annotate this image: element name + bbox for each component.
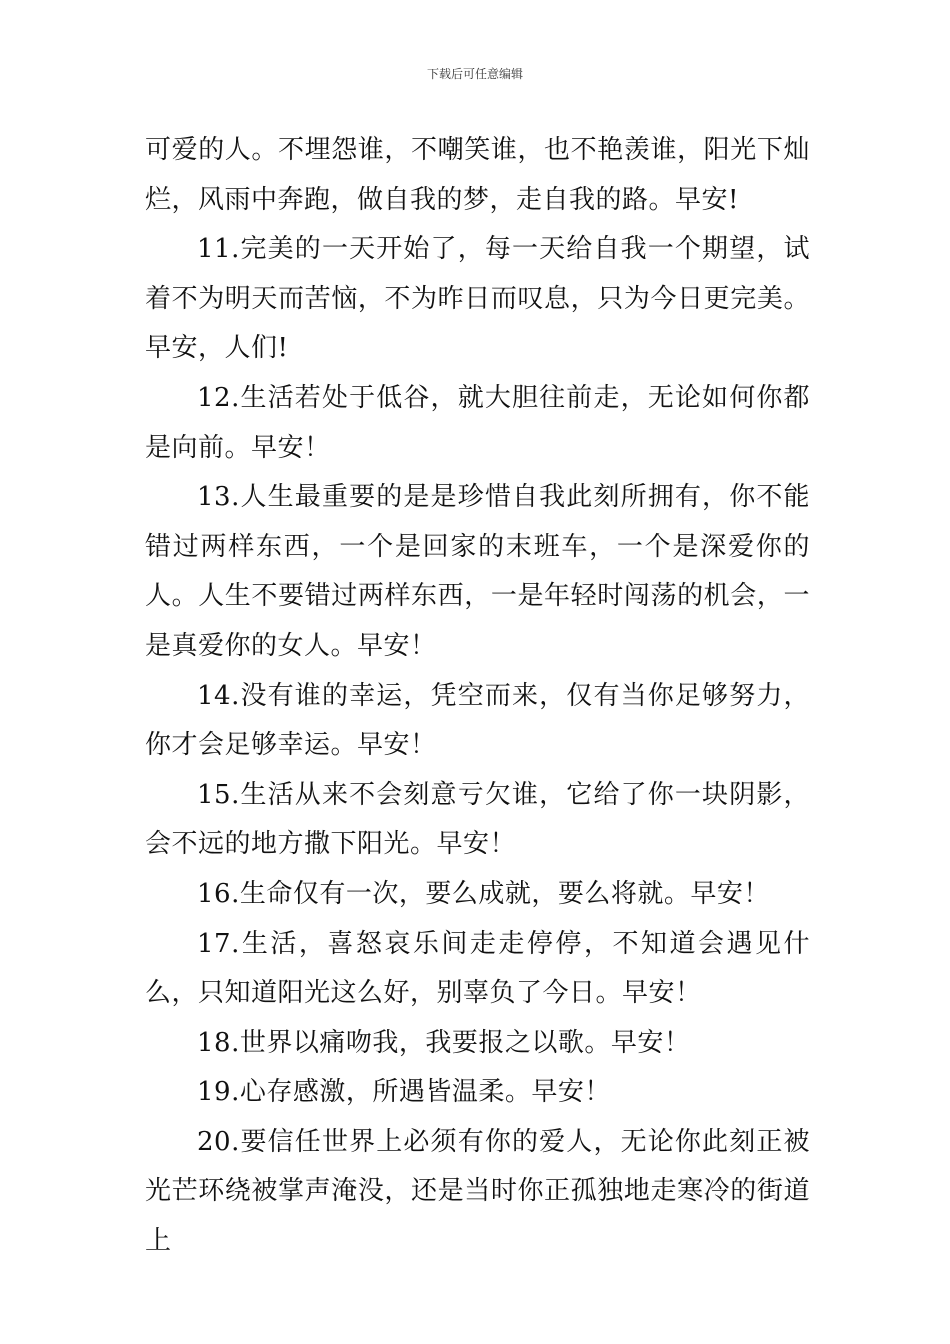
paragraph-item-20: 20.要信任世界上必须有你的爱人，无论你此刻正被光芒环绕被掌声淹没，还是当时你正孤独地走寒冷的街道上 <box>145 1126 810 1257</box>
paragraph-item-12: 12.生活若处于低谷，就大胆往前走，无论如何你都是向前。早安！ <box>145 382 810 463</box>
paragraph-continuation: 可爱的人。不埋怨谁，不嘲笑谁，也不艳羡谁，阳光下灿烂，风雨中奔跑，做自我的梦，走自我的路。早安! <box>145 135 810 215</box>
paragraph-item-11: 11.完美的一天开始了，每一天给自我一个期望，试着不为明天而苦恼，不为昨日而叹息，只为今日更完美。早安，人们! <box>145 234 810 364</box>
paragraph-item-16: 16.生命仅有一次，要么成就，要么将就。早安！ <box>197 878 770 909</box>
paragraph-item-13: 13.人生最重要的是是珍惜自我此刻所拥有，你不能错过两样东西，一个是回家的末班车，一个是深爱你的人。人生不要错过两样东西，一是年轻时闯荡的机会，一是真爱你的女人。早安！ <box>145 482 810 661</box>
paragraph-item-19: 19.心存感激，所遇皆温柔。早安！ <box>197 1077 611 1108</box>
paragraph-item-18: 18.世界以痛吻我，我要报之以歌。早安！ <box>197 1027 691 1058</box>
paragraph-item-15: 15.生活从来不会刻意亏欠谁，它给了你一块阴影，会不远的地方撒下阳光。早安！ <box>145 779 810 860</box>
page-header: 下载后可任意编辑 <box>426 67 523 81</box>
paragraph-item-14: 14.没有谁的幸运，凭空而来，仅有当你足够努力，你才会足够幸运。早安！ <box>145 680 810 761</box>
document-body <box>145 126 810 1267</box>
paragraph-item-17: 17.生活，喜怒哀乐间走走停停，不知道会遇见什么，只知道阳光这么好，别辜负了今日。早安！ <box>145 928 810 1009</box>
